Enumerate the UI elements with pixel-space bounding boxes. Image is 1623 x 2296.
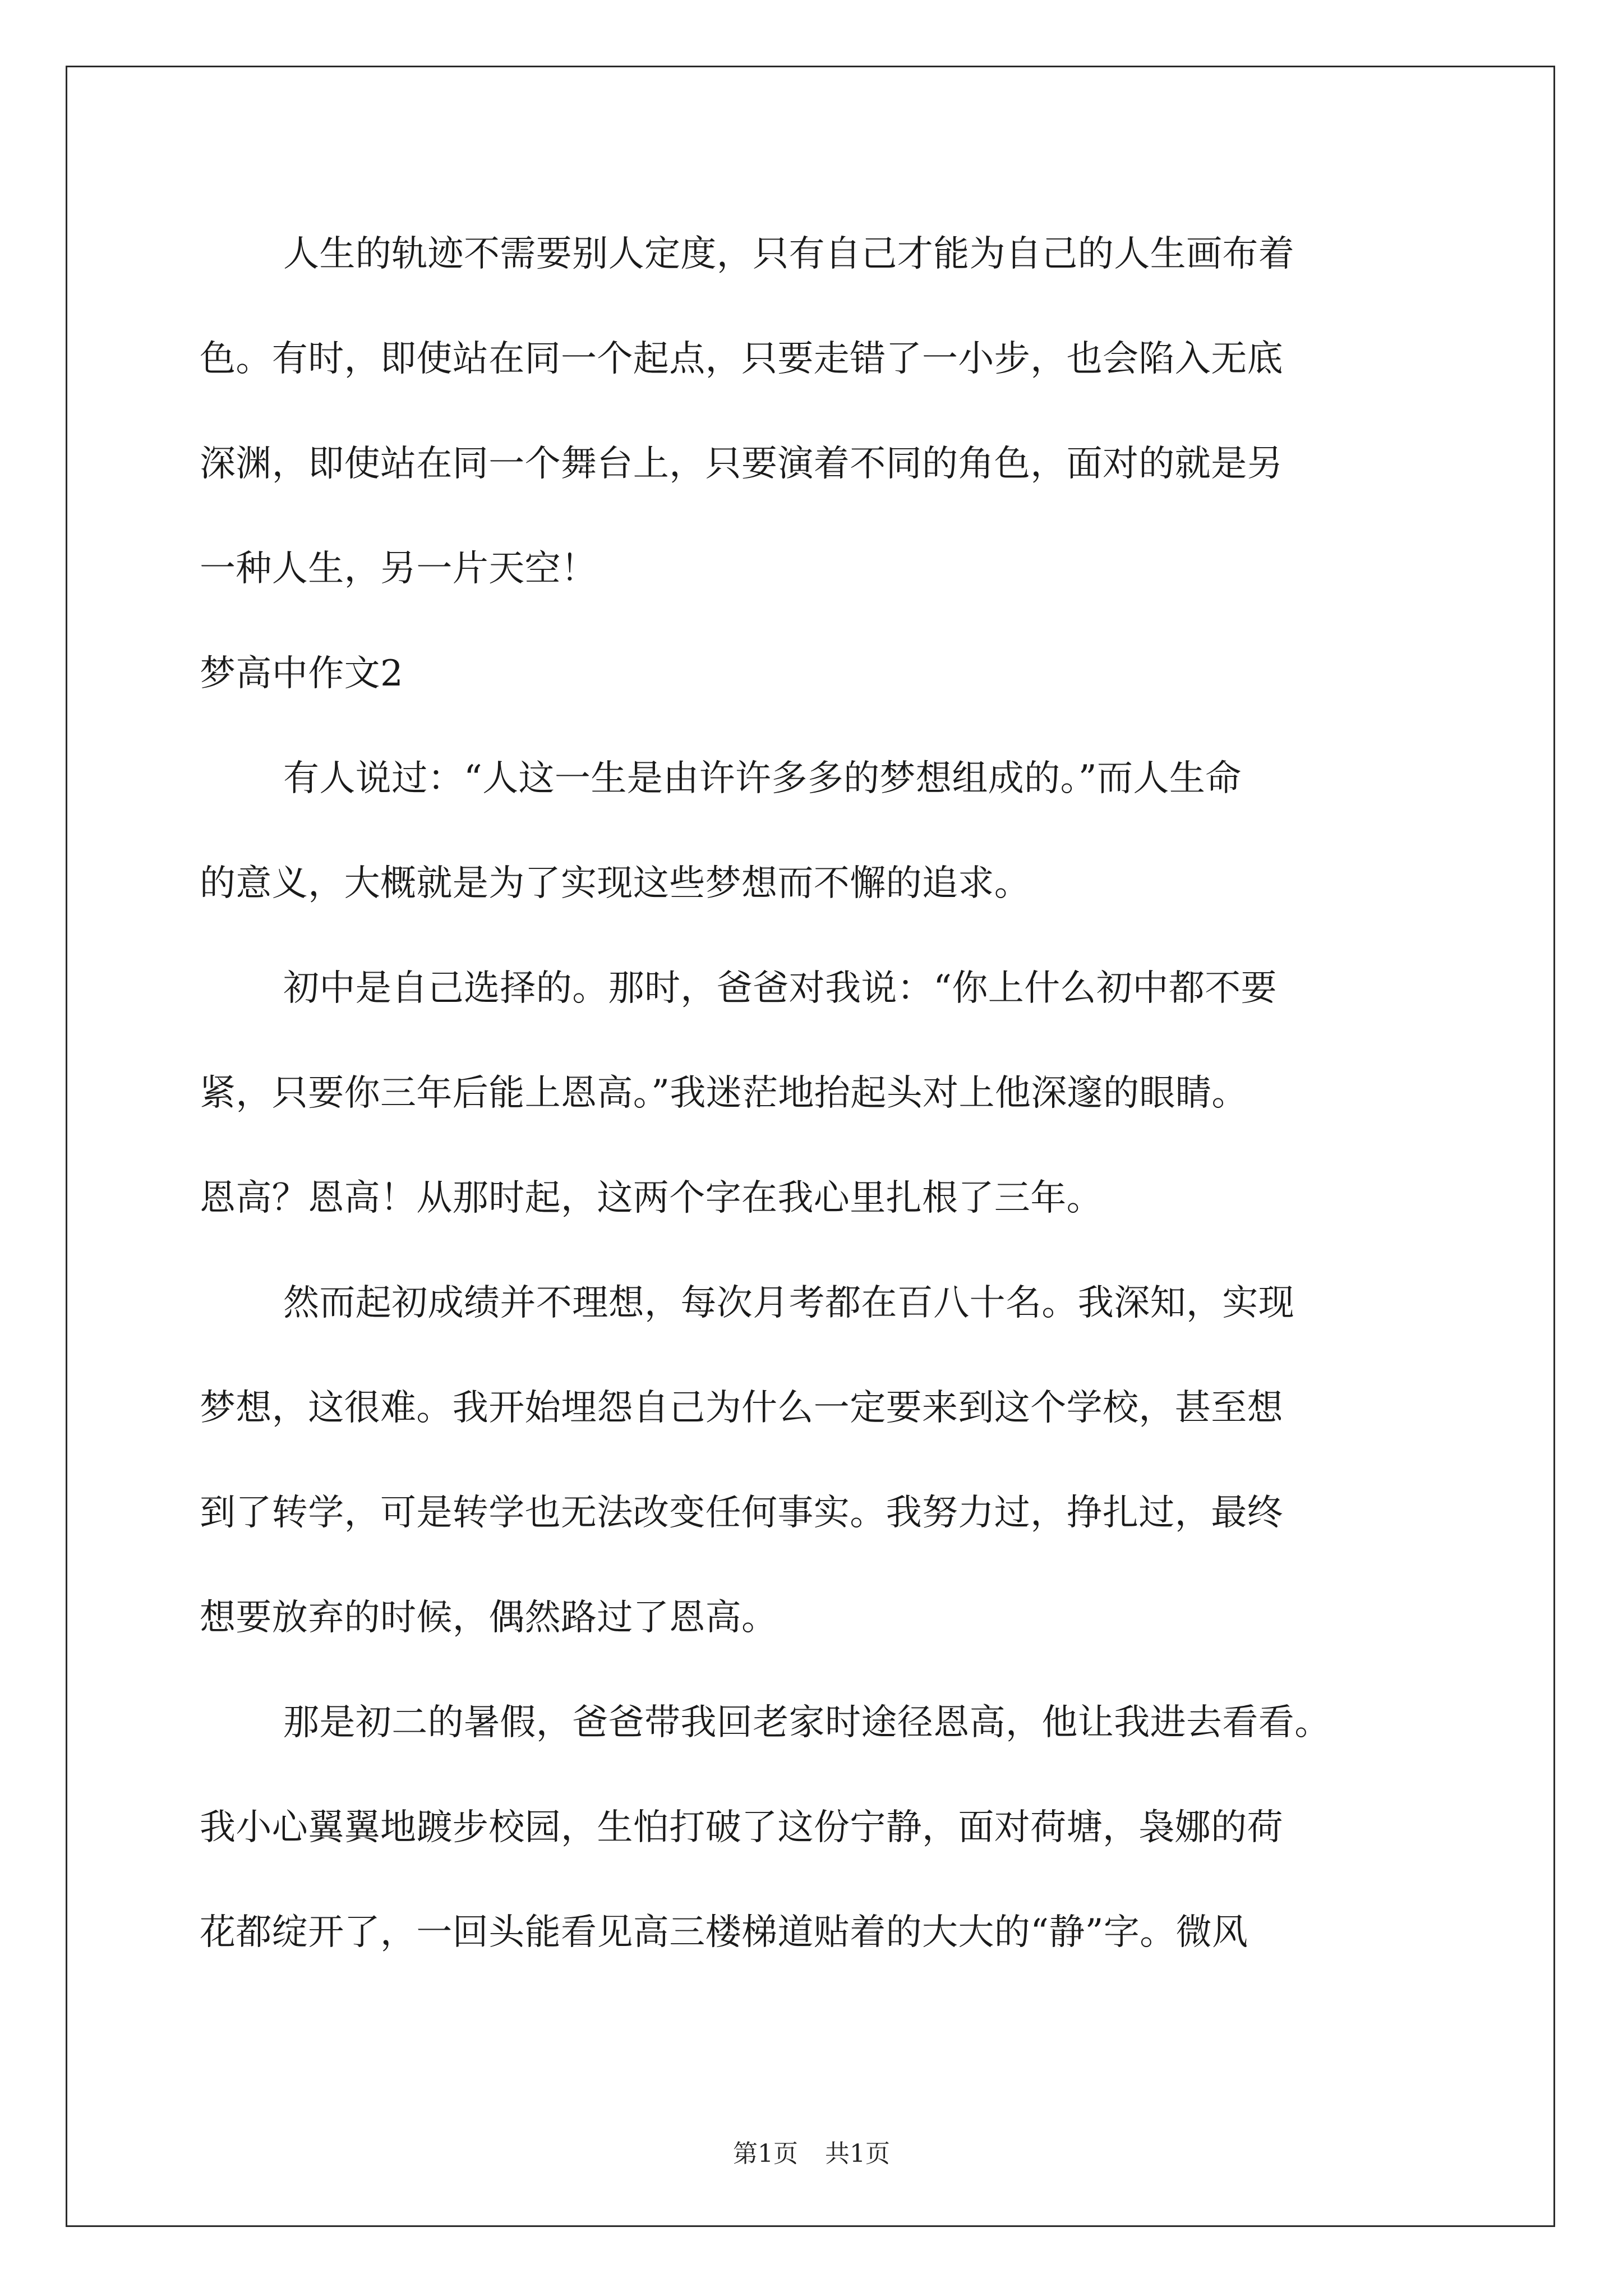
page-number-total: 共1页	[825, 2139, 890, 2168]
paragraph-line: 梦想，这很难。我开始埋怨自己为什么一定要来到这个学校，甚至想	[200, 1387, 1283, 1429]
paragraph-line: 我小心翼翼地踱步校园，生怕打破了这份宁静，面对荷塘，袅娜的荷	[200, 1807, 1283, 1848]
paragraph-line: 有人说过：“人这一生是由许许多多的梦想组成的。”而人生命	[283, 758, 1242, 799]
paragraph-line: 色。有时，即使站在同一个起点，只要走错了一小步，也会陷入无底	[200, 338, 1283, 380]
paragraph-line: 的意义，大概就是为了实现这些梦想而不懈的追求。	[200, 863, 1031, 904]
page-number-current: 第1页	[733, 2139, 798, 2168]
paragraph-line: 深渊，即使站在同一个舞台上，只要演着不同的角色，面对的就是另	[200, 443, 1283, 485]
paragraph-line: 到了转学，可是转学也无法改变任何事实。我努力过，挣扎过，最终	[200, 1492, 1283, 1534]
paragraph-line: 人生的轨迹不需要别人定度，只有自己才能为自己的人生画布着	[283, 233, 1295, 275]
paragraph-line: 紧，只要你三年后能上恩高。”我迷茫地抬起头对上他深邃的眼睛。	[200, 1073, 1248, 1114]
paragraph-line: 然而起初成绩并不理想，每次月考都在百八十名。我深知，实现	[283, 1282, 1295, 1324]
paragraph-line: 想要放弃的时候，偶然路过了恩高。	[200, 1597, 778, 1639]
paragraph-line: 一种人生，另一片天空！	[200, 548, 597, 590]
paragraph-line: 那是初二的暑假，爸爸带我回老家时途径恩高，他让我进去看看。	[283, 1702, 1331, 1743]
paragraph-line: 花都绽开了，一回头能看见高三楼梯道贴着的大大的“静”字。微风	[200, 1912, 1248, 1953]
paragraph-line: 恩高？恩高！从那时起，这两个字在我心里扎根了三年。	[200, 1177, 1103, 1219]
page-footer	[0, 2138, 1623, 2170]
section-heading: 梦高中作文2	[200, 653, 404, 694]
paragraph-line: 初中是自己选择的。那时，爸爸对我说：“你上什么初中都不要	[283, 968, 1277, 1009]
page-border	[66, 66, 1555, 2227]
